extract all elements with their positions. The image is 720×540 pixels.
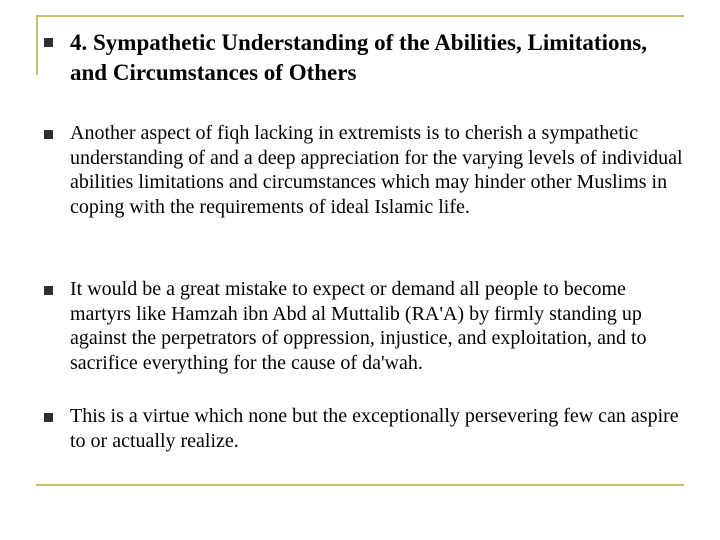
square-bullet-icon — [44, 413, 53, 422]
left-rule — [36, 15, 38, 75]
bullet-text: This is a virtue which none but the exceptionally persevering few can aspire to or actually realize. — [70, 405, 679, 452]
square-bullet-icon — [44, 38, 53, 47]
square-bullet-icon — [44, 286, 53, 295]
slide-heading: 4. Sympathetic Understanding of the Abilities, Limitations, and Circumstances of Others — [70, 30, 647, 85]
top-rule — [36, 15, 684, 17]
bullet-text: Another aspect of fiqh lacking in extremists is to cherish a sympathetic understanding of and a deep appreciation for the varying levels of individual abilities limitations and circumstances which may hinder other Muslims in coping with the requirements of ideal Islamic life. — [70, 122, 683, 218]
square-bullet-icon — [44, 130, 53, 139]
bottom-rule — [36, 484, 684, 486]
bullet-text: It would be a great mistake to expect or demand all people to become martyrs like Hamzah ibn Abd al Muttalib (RA'A) by firmly standing up against the perpetrators of oppression, injustice, and exploitation, and to sacrifice everything for the cause of da'wah. — [70, 278, 647, 374]
